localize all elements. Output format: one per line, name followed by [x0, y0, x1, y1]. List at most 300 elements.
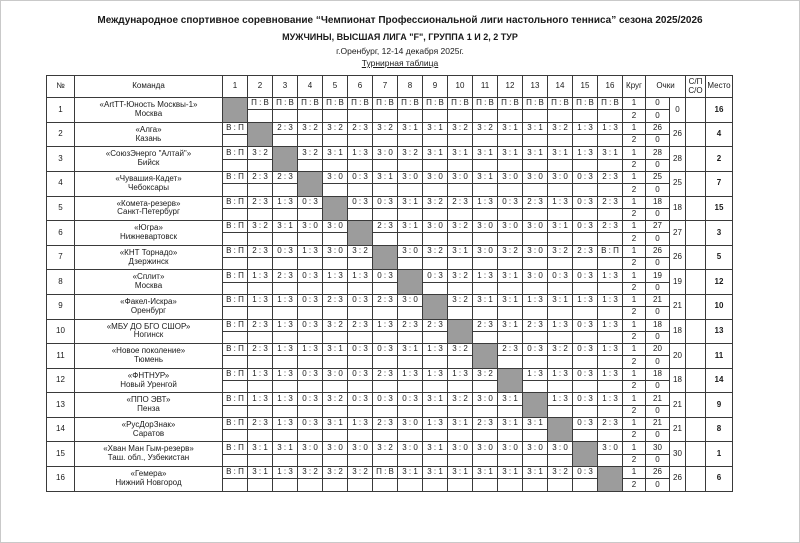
score-cell: 3 : 1	[448, 467, 473, 479]
score-cell-round2	[498, 405, 523, 417]
round-points: 0	[646, 135, 670, 147]
score-cell: П : В	[448, 98, 473, 110]
round-points: 28	[646, 147, 670, 159]
place-cell: 11	[706, 344, 733, 369]
score-cell: В : П	[223, 270, 248, 282]
team-row	[47, 393, 733, 405]
score-cell: 3 : 1	[398, 467, 423, 479]
diagonal-cell	[548, 417, 573, 442]
score-cell-round2	[473, 405, 498, 417]
score-cell-round2	[298, 356, 323, 368]
score-cell-round2	[448, 110, 473, 122]
score-cell-round2	[473, 159, 498, 171]
diagonal-cell	[223, 98, 248, 123]
score-cell: 1 : 3	[273, 417, 298, 429]
score-cell: 0 : 3	[373, 196, 398, 208]
score-cell: 3 : 2	[398, 147, 423, 159]
score-cell-round2	[423, 110, 448, 122]
score-cell-round2	[298, 135, 323, 147]
score-cell: 1 : 3	[548, 368, 573, 380]
score-cell-round2	[223, 307, 248, 319]
score-cell: 3 : 2	[448, 344, 473, 356]
place-cell: 16	[706, 98, 733, 123]
score-cell-round2	[498, 135, 523, 147]
score-cell: 2 : 3	[248, 417, 273, 429]
score-cell-round2	[348, 258, 373, 270]
round-points: 0	[646, 208, 670, 220]
score-cell: 2 : 3	[473, 417, 498, 429]
score-cell-round2	[248, 258, 273, 270]
score-cell: 3 : 1	[473, 171, 498, 183]
score-cell-round2	[598, 233, 623, 245]
score-cell-round2	[448, 356, 473, 368]
team-cell	[75, 319, 223, 344]
round-points: 0	[646, 282, 670, 294]
score-cell-round2	[348, 110, 373, 122]
score-cell-round2	[273, 381, 298, 393]
team-cell	[75, 221, 223, 246]
round-points: 0	[646, 479, 670, 491]
score-cell-round2	[448, 430, 473, 442]
score-cell-round2	[598, 282, 623, 294]
score-cell-round2	[273, 233, 298, 245]
score-cell: В : П	[223, 319, 248, 331]
score-cell-round2	[573, 159, 598, 171]
score-cell: 3 : 2	[248, 147, 273, 159]
round-points: 0	[646, 356, 670, 368]
round-label: 1	[623, 467, 646, 479]
score-cell-round2	[348, 159, 373, 171]
place-cell: 9	[706, 393, 733, 418]
score-cell-round2	[248, 110, 273, 122]
team-name: «Факел-Искра»	[120, 296, 177, 306]
round-label: 2	[623, 135, 646, 147]
score-cell-round2	[323, 159, 348, 171]
score-cell-round2	[548, 208, 573, 220]
score-cell-round2	[248, 331, 273, 343]
score-cell-round2	[323, 110, 348, 122]
score-cell-round2	[348, 282, 373, 294]
score-cell: 0 : 3	[298, 270, 323, 282]
score-cell-round2	[298, 454, 323, 466]
score-cell: 3 : 2	[448, 270, 473, 282]
score-cell: 1 : 3	[423, 344, 448, 356]
score-cell: 3 : 0	[473, 442, 498, 454]
score-cell-round2	[573, 184, 598, 196]
col-header-opponent-9: 9	[423, 76, 448, 98]
score-cell-round2	[473, 430, 498, 442]
score-cell: 0 : 3	[373, 393, 398, 405]
score-cell: 1 : 3	[573, 147, 598, 159]
score-cell: 3 : 1	[523, 417, 548, 429]
team-row	[47, 368, 733, 380]
score-cell-round2	[223, 184, 248, 196]
score-cell-round2	[373, 110, 398, 122]
score-cell: 0 : 3	[573, 368, 598, 380]
team-name: «Алга»	[135, 124, 162, 134]
score-cell-round2	[448, 307, 473, 319]
team-name: «Сплит»	[132, 272, 165, 282]
round-label: 2	[623, 282, 646, 294]
score-cell: В : П	[223, 196, 248, 208]
score-cell: 3 : 2	[473, 122, 498, 134]
score-cell-round2	[348, 184, 373, 196]
team-name: «КНТ Торнадо»	[119, 247, 178, 257]
score-cell-round2	[223, 405, 248, 417]
team-name: «МБУ ДО БГО СШОР»	[106, 321, 191, 331]
score-cell-round2	[548, 454, 573, 466]
score-cell: П : В	[398, 98, 423, 110]
round-points: 26	[646, 467, 670, 479]
round-label: 1	[623, 147, 646, 159]
score-cell: 2 : 3	[248, 171, 273, 183]
score-cell: 3 : 2	[348, 245, 373, 257]
score-cell-round2	[448, 258, 473, 270]
score-cell: 3 : 1	[398, 122, 423, 134]
score-cell: 3 : 1	[423, 147, 448, 159]
page-header	[1, 1, 799, 68]
score-cell: 1 : 3	[273, 368, 298, 380]
score-cell: П : В	[298, 98, 323, 110]
score-cell: 0 : 3	[373, 344, 398, 356]
col-header-opponent-4: 4	[298, 76, 323, 98]
score-cell-round2	[573, 110, 598, 122]
score-cell: 0 : 3	[498, 196, 523, 208]
score-cell: 3 : 2	[548, 245, 573, 257]
score-cell-round2	[398, 307, 423, 319]
score-cell: 0 : 3	[298, 319, 323, 331]
score-cell-round2	[598, 356, 623, 368]
team-cell	[75, 442, 223, 467]
score-cell-round2	[273, 356, 298, 368]
diagonal-cell	[248, 122, 273, 147]
team-row	[47, 98, 733, 110]
round-points: 0	[646, 233, 670, 245]
score-cell: 3 : 0	[498, 221, 523, 233]
score-cell: В : П	[223, 147, 248, 159]
score-cell-round2	[498, 184, 523, 196]
score-cell-round2	[323, 258, 348, 270]
score-cell: 2 : 3	[573, 245, 598, 257]
score-cell-round2	[573, 430, 598, 442]
score-cell-round2	[273, 135, 298, 147]
score-cell: 2 : 3	[373, 221, 398, 233]
score-cell-round2	[448, 381, 473, 393]
score-cell-round2	[423, 282, 448, 294]
score-cell: 3 : 2	[298, 467, 323, 479]
team-number: 6	[47, 221, 75, 246]
score-cell-round2	[448, 454, 473, 466]
diagonal-cell	[498, 368, 523, 393]
sp-so-cell	[686, 467, 706, 492]
score-cell-round2	[423, 184, 448, 196]
score-cell: П : В	[248, 98, 273, 110]
score-cell: 0 : 3	[398, 393, 423, 405]
team-city: Санкт-Петербург	[117, 207, 180, 217]
round-points: 18	[646, 319, 670, 331]
score-cell-round2	[473, 208, 498, 220]
score-cell-round2	[223, 381, 248, 393]
score-cell: 2 : 3	[473, 319, 498, 331]
score-cell-round2	[348, 381, 373, 393]
team-row	[47, 245, 733, 257]
score-cell-round2	[398, 331, 423, 343]
total-points: 19	[670, 270, 686, 295]
score-cell-round2	[373, 184, 398, 196]
score-cell: 2 : 3	[273, 171, 298, 183]
score-cell-round2	[323, 184, 348, 196]
score-cell: 3 : 0	[323, 221, 348, 233]
team-city: Пенза	[137, 404, 160, 414]
score-cell-round2	[573, 135, 598, 147]
score-cell: 3 : 0	[498, 442, 523, 454]
col-header-team: Команда	[75, 76, 223, 98]
score-cell: 1 : 3	[598, 344, 623, 356]
score-cell: 3 : 0	[448, 442, 473, 454]
score-cell: В : П	[223, 245, 248, 257]
round-label: 1	[623, 270, 646, 282]
team-city: Нижневартовск	[119, 231, 178, 241]
score-cell-round2	[498, 307, 523, 319]
score-cell-round2	[323, 233, 348, 245]
score-cell-round2	[398, 258, 423, 270]
score-cell-round2	[398, 184, 423, 196]
score-cell-round2	[298, 479, 323, 491]
team-cell	[75, 245, 223, 270]
place-cell: 7	[706, 171, 733, 196]
score-cell-round2	[298, 208, 323, 220]
score-cell-round2	[473, 479, 498, 491]
diagonal-cell	[298, 171, 323, 196]
score-cell-round2	[473, 110, 498, 122]
score-cell: 3 : 1	[498, 270, 523, 282]
score-cell-round2	[498, 430, 523, 442]
score-cell-round2	[598, 307, 623, 319]
score-cell: 1 : 3	[298, 245, 323, 257]
score-cell: П : В	[323, 98, 348, 110]
score-cell-round2	[523, 159, 548, 171]
score-cell: 3 : 0	[398, 417, 423, 429]
score-cell-round2	[473, 331, 498, 343]
team-cell	[75, 368, 223, 393]
score-cell-round2	[423, 381, 448, 393]
team-number: 11	[47, 344, 75, 369]
score-cell: 1 : 3	[598, 122, 623, 134]
diagonal-cell	[473, 344, 498, 369]
score-cell-round2	[223, 479, 248, 491]
score-cell: В : П	[223, 171, 248, 183]
place-cell: 13	[706, 319, 733, 344]
score-cell: 3 : 1	[548, 147, 573, 159]
round-points: 26	[646, 122, 670, 134]
team-cell	[75, 270, 223, 295]
score-cell: 3 : 0	[523, 270, 548, 282]
score-cell-round2	[223, 159, 248, 171]
team-cell	[75, 147, 223, 172]
score-cell-round2	[598, 110, 623, 122]
score-cell-round2	[548, 282, 573, 294]
score-cell: 3 : 2	[423, 245, 448, 257]
diagonal-cell	[448, 319, 473, 344]
round-points: 0	[646, 381, 670, 393]
score-cell: 3 : 0	[373, 147, 398, 159]
score-cell: 2 : 3	[373, 368, 398, 380]
score-cell-round2	[498, 282, 523, 294]
score-cell-round2	[523, 381, 548, 393]
score-cell-round2	[248, 159, 273, 171]
score-cell-round2	[373, 356, 398, 368]
score-cell: 1 : 3	[273, 294, 298, 306]
total-points: 26	[670, 467, 686, 492]
score-cell: 3 : 0	[473, 245, 498, 257]
score-cell: 0 : 3	[273, 245, 298, 257]
score-cell: 3 : 2	[323, 122, 348, 134]
score-cell: 3 : 0	[398, 442, 423, 454]
score-cell-round2	[548, 356, 573, 368]
score-cell-round2	[523, 282, 548, 294]
score-cell: 3 : 1	[423, 442, 448, 454]
score-cell: 3 : 0	[523, 245, 548, 257]
tournament-table	[46, 75, 733, 492]
score-cell: П : В	[498, 98, 523, 110]
team-name: «ФНТНУР»	[127, 370, 170, 380]
team-name: «Югра»	[134, 223, 163, 233]
score-cell-round2	[423, 233, 448, 245]
round-points: 0	[646, 258, 670, 270]
score-cell: 1 : 3	[548, 393, 573, 405]
score-cell-round2	[323, 454, 348, 466]
diagonal-cell	[598, 467, 623, 492]
score-cell: 3 : 1	[498, 319, 523, 331]
score-cell: 1 : 3	[398, 368, 423, 380]
score-cell-round2	[598, 135, 623, 147]
team-number: 4	[47, 171, 75, 196]
score-cell: 3 : 0	[523, 171, 548, 183]
score-cell: 3 : 0	[523, 442, 548, 454]
score-cell: 3 : 2	[498, 245, 523, 257]
score-cell-round2	[273, 282, 298, 294]
score-cell: 0 : 3	[573, 196, 598, 208]
score-cell: 3 : 1	[423, 393, 448, 405]
place-cell: 2	[706, 147, 733, 172]
score-cell-round2	[348, 430, 373, 442]
sp-so-cell	[686, 221, 706, 246]
score-cell: В : П	[223, 467, 248, 479]
score-cell-round2	[323, 430, 348, 442]
score-cell-round2	[248, 454, 273, 466]
score-cell: 0 : 3	[348, 344, 373, 356]
team-city: Новый Уренгой	[120, 379, 177, 389]
score-cell-round2	[323, 331, 348, 343]
round-points: 0	[646, 331, 670, 343]
score-cell-round2	[548, 159, 573, 171]
score-cell-round2	[248, 282, 273, 294]
score-cell: 3 : 0	[398, 294, 423, 306]
score-cell: П : В	[548, 98, 573, 110]
score-cell-round2	[273, 208, 298, 220]
score-cell-round2	[423, 258, 448, 270]
score-cell-round2	[248, 356, 273, 368]
score-cell: 3 : 1	[548, 221, 573, 233]
score-cell: 3 : 1	[398, 344, 423, 356]
score-cell-round2	[373, 381, 398, 393]
score-cell-round2	[398, 356, 423, 368]
score-cell: В : П	[223, 393, 248, 405]
total-points: 30	[670, 442, 686, 467]
round-label: 2	[623, 208, 646, 220]
score-cell-round2	[523, 233, 548, 245]
diagonal-cell	[348, 221, 373, 246]
team-cell	[75, 122, 223, 147]
team-number: 5	[47, 196, 75, 221]
score-cell-round2	[423, 479, 448, 491]
sp-so-cell	[686, 245, 706, 270]
score-cell: 3 : 2	[448, 221, 473, 233]
score-cell: 3 : 0	[448, 171, 473, 183]
score-cell-round2	[373, 159, 398, 171]
team-name: «Гемера»	[130, 469, 167, 479]
score-cell-round2	[273, 184, 298, 196]
diagonal-cell	[573, 442, 598, 467]
score-cell: 1 : 3	[248, 294, 273, 306]
col-header-opponent-3: 3	[273, 76, 298, 98]
score-cell: П : В	[423, 98, 448, 110]
team-cell	[75, 294, 223, 319]
score-cell: 0 : 3	[348, 294, 373, 306]
score-cell-round2	[573, 405, 598, 417]
score-cell: В : П	[223, 442, 248, 454]
score-cell-round2	[373, 135, 398, 147]
score-cell: П : В	[273, 98, 298, 110]
score-cell: 3 : 2	[248, 221, 273, 233]
score-cell-round2	[248, 405, 273, 417]
score-cell: 2 : 3	[598, 171, 623, 183]
score-cell-round2	[298, 307, 323, 319]
score-cell: 0 : 3	[573, 171, 598, 183]
diagonal-cell	[423, 294, 448, 319]
team-name: «РусДорЗнак»	[121, 419, 176, 429]
score-cell-round2	[298, 331, 323, 343]
score-cell-round2	[573, 479, 598, 491]
col-header-number: №	[47, 76, 75, 98]
score-cell-round2	[248, 208, 273, 220]
score-cell: 2 : 3	[373, 294, 398, 306]
score-cell: 3 : 0	[523, 221, 548, 233]
score-cell: 1 : 3	[273, 196, 298, 208]
place-cell: 4	[706, 122, 733, 147]
score-cell: 3 : 2	[348, 467, 373, 479]
team-cell	[75, 344, 223, 369]
score-cell-round2	[598, 208, 623, 220]
score-cell-round2	[523, 184, 548, 196]
score-cell: 0 : 3	[573, 270, 598, 282]
score-cell: 1 : 3	[548, 196, 573, 208]
score-cell: 3 : 2	[448, 393, 473, 405]
col-header-opponent-8: 8	[398, 76, 423, 98]
score-cell: 3 : 0	[323, 442, 348, 454]
total-points: 21	[670, 294, 686, 319]
col-header-opponent-1: 1	[223, 76, 248, 98]
sp-so-cell	[686, 98, 706, 123]
score-cell-round2	[348, 331, 373, 343]
sp-so-cell	[686, 147, 706, 172]
score-cell-round2	[223, 135, 248, 147]
score-cell: 3 : 0	[398, 245, 423, 257]
score-cell-round2	[373, 307, 398, 319]
score-cell-round2	[573, 331, 598, 343]
col-header-points: Очки	[646, 76, 686, 98]
score-cell: 1 : 3	[248, 393, 273, 405]
